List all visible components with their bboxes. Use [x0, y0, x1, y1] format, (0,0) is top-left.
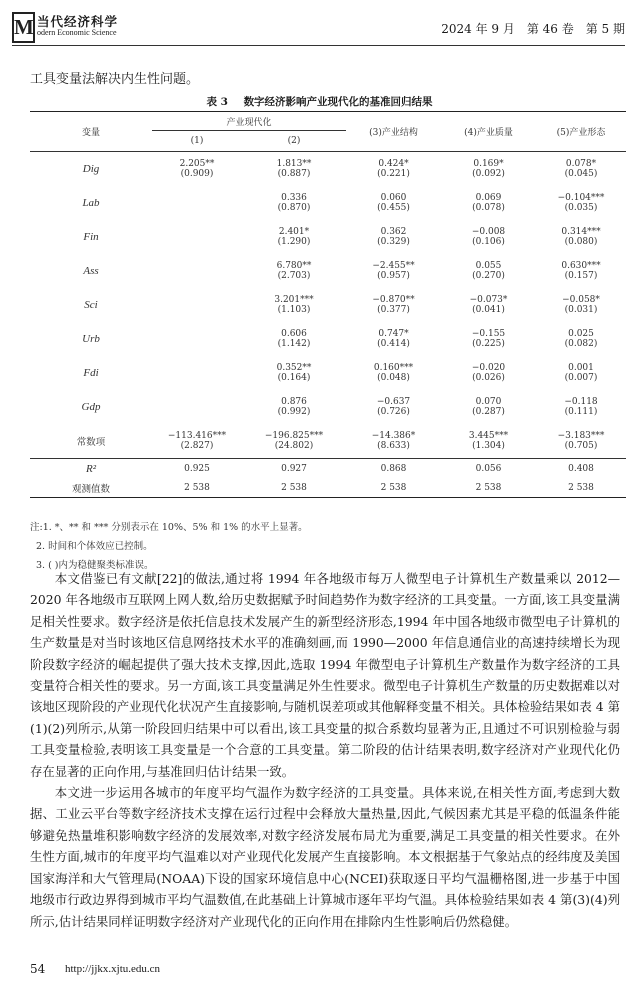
std-error-cell: (0.157)	[564, 271, 598, 281]
coefficient-cell: 0.060	[380, 193, 407, 203]
coefficient-cell: −0.104***	[557, 193, 605, 203]
table-row	[30, 186, 626, 203]
std-error-cell: (0.270)	[472, 271, 505, 281]
std-error-cell: (0.414)	[377, 339, 410, 349]
obs-cell: 2 538	[441, 478, 536, 498]
note-3: 3. ( )内为稳健聚类标准误。	[36, 560, 154, 571]
obs-cell: 2 538	[536, 478, 626, 498]
std-error-cell: (0.705)	[536, 441, 626, 459]
header-rule	[12, 45, 625, 46]
paragraph: 本文进一步运用各城市的年度平均气温作为数字经济的工具变量。具体来说,在相关性方面,考虑到大数据、工业云平台等数字经济技术支撑在运行过程中会释放大量热量,因此,气候因素尤其是平稳的低温条件能够避免热量堆积影响数字经济的发展效率,对数字经济发展布局尤为重要,满足工具变量的相关性要求。在外生性方面,城市的年度平均气温难以对产业现代化发展产生直接影响。本文根据基于气象站点的经纬度及美国国家海洋和大气管理局(NOAA)下设的国家环境信息中心(NCEI)获取逐日平均气温栅格图,进一步基于中国地级市行政边界得到城市平均气温数值,在此基础上计算城市逐年平均气温。具体检验结果如表 4 第(3)(4)列所示,估计结果同样证明数字经济对产业现代化的正向作用在排除内生性影响后仍然稳健。	[30, 785, 620, 929]
std-error-cell: (1.304)	[441, 441, 536, 459]
col-header-1: (1)	[152, 131, 242, 152]
variable-name: 常数项	[30, 424, 152, 459]
journal-url[interactable]: http://jjkx.xjtu.edu.cn	[65, 963, 161, 975]
coefficient-cell	[152, 322, 242, 339]
coefficient-cell	[152, 390, 242, 407]
obs-label: 观测值数	[30, 478, 152, 498]
col-header-group: 产业现代化	[152, 112, 346, 131]
std-error-cell: (0.887)	[277, 169, 311, 179]
col-header-4: (4)产业质量	[441, 112, 536, 152]
coefficient-cell: 2.401*	[278, 227, 310, 237]
coefficient-cell: −0.118	[564, 397, 598, 407]
coefficient-cell: −196.825***	[264, 431, 324, 441]
variable-name: Fdi	[83, 367, 99, 379]
table-notes	[30, 518, 308, 575]
std-error-cell: (0.007)	[564, 373, 598, 383]
std-error-cell: (1.142)	[277, 339, 311, 349]
coefficient-cell: 0.876	[281, 397, 307, 407]
coefficient-cell: −0.020	[471, 363, 506, 373]
coefficient-cell: 1.813**	[276, 159, 312, 169]
std-error-cell: (0.048)	[377, 373, 410, 383]
coefficient-cell: −0.870**	[372, 295, 415, 305]
std-error-cell: (0.082)	[564, 339, 598, 349]
coefficient-cell: −0.058*	[562, 295, 600, 305]
std-error-cell: (0.225)	[472, 339, 505, 349]
journal-english-title: odern Economic Science	[37, 28, 117, 37]
coefficient-cell	[152, 254, 242, 271]
table-title: 数字经济影响产业现代化的基准回归结果	[243, 96, 433, 108]
table-row	[30, 390, 626, 407]
coefficient-cell: 3.445***	[468, 431, 509, 441]
std-error-cell: (0.726)	[377, 407, 410, 417]
table-caption	[0, 94, 639, 109]
std-error-cell: (8.633)	[346, 441, 441, 459]
std-error-cell: (0.078)	[472, 203, 505, 213]
std-error-cell: (1.290)	[277, 237, 311, 247]
coefficient-cell: −2.455**	[372, 261, 415, 271]
coefficient-cell: 0.160***	[373, 363, 414, 373]
std-error-cell: (1.103)	[277, 305, 311, 315]
std-error-cell: (0.377)	[377, 305, 410, 315]
table-row	[30, 322, 626, 339]
coefficient-cell: 2.205**	[179, 159, 215, 169]
variable-name: Urb	[82, 333, 100, 345]
coefficient-cell: −3.183***	[557, 431, 605, 441]
std-error-cell: (0.041)	[472, 305, 505, 315]
coefficient-cell: 0.025	[568, 329, 594, 339]
std-error-cell: (0.992)	[277, 407, 311, 417]
page-number: 54	[30, 962, 46, 976]
variable-name: Gdp	[81, 401, 101, 413]
std-error-cell: (0.092)	[472, 169, 505, 179]
std-error-cell: (0.031)	[564, 305, 598, 315]
obs-cell: 2 538	[346, 478, 441, 498]
std-error-cell: (0.870)	[277, 203, 311, 213]
coefficient-cell: 0.078*	[565, 159, 597, 169]
table-row	[30, 356, 626, 373]
variable-name: Lab	[82, 197, 100, 209]
variable-name: Dig	[82, 163, 100, 175]
coefficient-cell	[152, 186, 242, 203]
journal-title: 当代经济科学	[37, 14, 119, 29]
std-error-cell: (0.221)	[377, 169, 410, 179]
std-error-cell: (0.287)	[472, 407, 505, 417]
coefficient-cell: 0.362	[380, 227, 407, 237]
table-row	[30, 478, 626, 498]
coefficient-cell: 0.630***	[561, 261, 601, 271]
table-row	[30, 459, 626, 479]
coefficient-cell: 0.055	[475, 261, 502, 271]
std-error-cell	[152, 237, 242, 254]
col-header-5: (5)产业形态	[536, 112, 626, 152]
std-error-cell: (0.164)	[277, 373, 311, 383]
r2-cell: 0.925	[184, 463, 210, 474]
coefficient-cell: −0.637	[376, 397, 411, 407]
table-row	[30, 424, 626, 441]
journal-header	[12, 12, 625, 52]
regression-table	[30, 111, 626, 498]
std-error-cell	[152, 373, 242, 390]
std-error-cell: (24.802)	[242, 441, 346, 459]
std-error-cell	[152, 305, 242, 322]
issue-info: 2024 年 9 月 第 46 卷 第 5 期	[441, 22, 625, 36]
std-error-cell	[152, 203, 242, 220]
coefficient-cell: −0.155	[471, 329, 506, 339]
coefficient-cell: 0.352**	[276, 363, 312, 373]
coefficient-cell	[152, 356, 242, 373]
variable-name: Fin	[83, 231, 99, 243]
paragraph: 本文借鉴已有文献[22]的做法,通过将 1994 年各地级市每万人微型电子计算机生产数量乘以 2012—2020 年各地级市互联网上网人数,给历史数据赋予时间趋势作为数字经济的工具变量。一方面,该工具变量满足相关性要求。数字经济是依托信息技术发展产生的新型经济形态,1994 年中国各地级市微型电子计算机的生产数量是对当时该地区信息网络技术水平的准确刻画,而 1990—2000 年信息通信业的高速持续增长为现阶段数字经济的崛起提供了强大技术支撑,因此,选取 1994 年微型电子计算机生产数量作为数字经济的工具变量符合相关性的要求。另一方面,该工具变量满足外生性要求。微型电子计算机生产数量的历史数据难以对该地区现阶段的产业现代化状况产生直接影响,与随机误差项或其他解释变量不相关。具体检验结果如表 4 第(1)(2)列所示,从第一阶段回归结果中可以看出,该工具变量的拟合系数均显著为正,且通过不可识别检验与弱工具变量检验,表明该工具变量是一个合意的工具变量。第二阶段的估计结果表明,数字经济对产业现代化仍存在显著的正向作用,与基准回归估计结果一致。	[30, 571, 620, 779]
std-error-cell: (0.455)	[377, 203, 410, 213]
std-error-cell	[152, 407, 242, 424]
coefficient-cell: 3.201***	[274, 295, 314, 305]
coefficient-cell: −14.386*	[371, 431, 416, 441]
std-error-cell: (0.045)	[564, 169, 598, 179]
r2-label: R²	[85, 462, 97, 475]
std-error-cell	[152, 271, 242, 288]
std-error-cell: (0.106)	[472, 237, 505, 247]
coefficient-cell: 0.314***	[561, 227, 601, 237]
std-error-cell: (2.827)	[152, 441, 242, 459]
std-error-cell: (2.703)	[277, 271, 311, 281]
std-error-cell: (0.329)	[377, 237, 410, 247]
note-1: 注:1. *、** 和 *** 分别表示在 10%、5% 和 1% 的水平上显著。	[30, 522, 308, 533]
col-header-2: (2)	[242, 131, 346, 152]
r2-cell: 0.927	[281, 463, 307, 474]
coefficient-cell	[152, 288, 242, 305]
table-row	[30, 220, 626, 237]
std-error-cell: (0.026)	[472, 373, 505, 383]
obs-cell: 2 538	[152, 478, 242, 498]
note-2: 2. 时间和个体效应已控制。	[36, 541, 153, 552]
coefficient-cell: 0.424*	[378, 159, 409, 169]
coefficient-cell: −0.073*	[469, 295, 508, 305]
journal-logo: M	[12, 12, 35, 43]
col-header-3: (3)产业结构	[346, 112, 441, 152]
r2-cell: 0.408	[568, 463, 594, 474]
std-error-cell: (0.080)	[564, 237, 598, 247]
std-error-cell: (0.035)	[564, 203, 598, 213]
std-error-cell: (0.111)	[564, 407, 598, 417]
table-row	[30, 288, 626, 305]
variable-name: Sci	[84, 299, 98, 311]
coefficient-cell: −113.416***	[167, 431, 227, 441]
body-text	[30, 568, 620, 932]
coefficient-cell: 0.070	[475, 397, 502, 407]
coefficient-cell: 0.001	[568, 363, 594, 373]
intro-line: 工具变量法解决内生性问题。	[30, 72, 200, 87]
r2-cell: 0.056	[475, 463, 502, 474]
coefficient-cell: 6.780**	[276, 261, 312, 271]
coefficient-cell: 0.747*	[378, 329, 409, 339]
coefficient-cell: 0.606	[281, 329, 307, 339]
std-error-cell: (0.909)	[180, 169, 214, 179]
col-header-variable: 变量	[30, 112, 152, 152]
table-row	[30, 254, 626, 271]
std-error-cell: (0.957)	[377, 271, 410, 281]
coefficient-cell	[152, 220, 242, 237]
coefficient-cell: −0.008	[471, 227, 506, 237]
obs-cell: 2 538	[242, 478, 346, 498]
table-number: 表 3	[206, 96, 228, 108]
r2-cell: 0.868	[380, 463, 407, 474]
coefficient-cell: 0.069	[475, 193, 502, 203]
std-error-cell	[152, 339, 242, 356]
coefficient-cell: 0.169*	[473, 159, 504, 169]
table-row	[30, 152, 626, 170]
coefficient-cell: 0.336	[281, 193, 307, 203]
variable-name: Ass	[83, 265, 99, 277]
